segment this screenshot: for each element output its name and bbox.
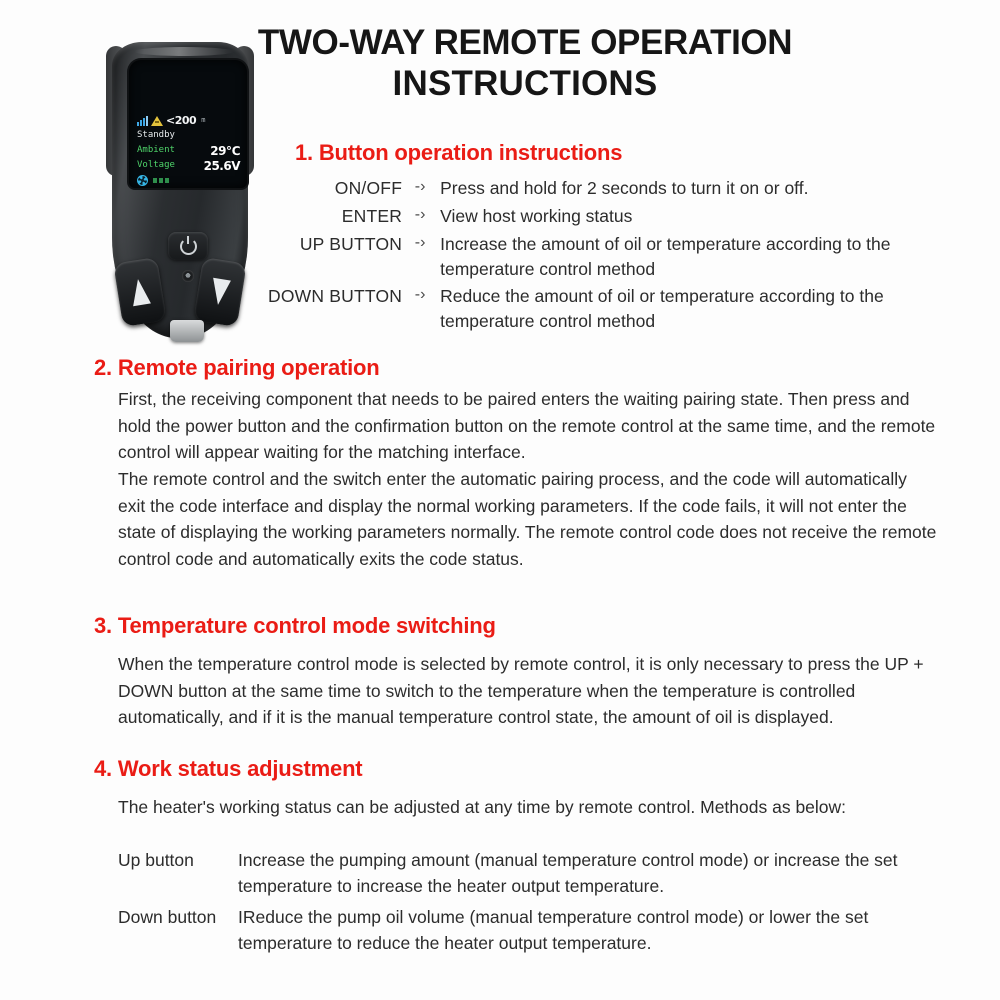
button-label-up: UP BUTTON	[299, 233, 403, 254]
lcd-voltage-label: Voltage	[137, 160, 175, 170]
lcd-ambient-value: 29℃	[210, 143, 240, 158]
section-1-heading: 1. Button operation instructions	[295, 140, 623, 165]
arrow-glyph-icon: ‑›	[414, 178, 426, 195]
lcd-distance-unit: m	[201, 116, 206, 124]
power-icon	[180, 238, 197, 255]
list-item	[118, 904, 948, 957]
section-4-methods-list	[118, 847, 948, 960]
button-label-enter: ENTER	[341, 205, 403, 226]
arrow-glyph-icon: ‑›	[414, 286, 426, 304]
device-lcd-screen	[129, 60, 247, 188]
device-up-arrow-button[interactable]	[113, 257, 166, 327]
button-desc-up: Increase the amount of oil or temperature according to the temperature control method	[440, 233, 891, 279]
section-4-heading: 4. Work status adjustment	[94, 756, 363, 781]
button-label-down: DOWN BUTTON	[268, 286, 403, 307]
remote-control-device-image	[104, 42, 256, 342]
table-row	[268, 284, 936, 337]
button-desc-enter: View host working status	[440, 205, 633, 226]
table-row	[268, 232, 936, 285]
section-2-paragraph-2: The remote control and the switch enter the automatic pairing process, and the code will automatically exit the code interface and display the normal working parameters. If the code fails, it will not enter the state of displaying the working parameters normally. The remote control code does not receive the remote control code and automatically exits the code status.	[118, 469, 937, 569]
signal-bars-icon	[137, 116, 148, 126]
lcd-voltage-row	[137, 158, 243, 173]
table-row	[268, 204, 936, 232]
section-4-paragraph-1: The heater's working status can be adjusted at any time by remote control. Methods as below:	[118, 797, 847, 817]
warning-triangle-icon	[151, 116, 163, 126]
lcd-fan-row	[137, 173, 243, 188]
section-3-paragraph-1: When the temperature control mode is selected by remote control, it is only necessary to press the UP + DOWN button at the same time to switch to the temperature when the temperature is controlled automatically, and if it is the manual temperature control state, the amount of oil is displayed.	[118, 654, 924, 728]
method-text-up-button: Increase the pumping amount (manual temperature control mode) or increase the set temperature to increase the heater output temperature.	[238, 850, 898, 897]
fan-icon	[137, 175, 148, 186]
device-bottom-connector	[170, 320, 204, 342]
fan-level-dots	[153, 178, 169, 183]
section-1-button-table	[268, 176, 936, 337]
section-2-paragraph-1: First, the receiving component that needs to be paired enters the waiting pairing state. Then press and hold the power button and the confirmation button on the remote control at the same time, and the remote control will appear waiting for the matching interface.	[118, 389, 936, 463]
device-down-arrow-button[interactable]	[193, 257, 246, 327]
lcd-distance-value: <200	[166, 114, 197, 127]
page-title	[225, 22, 825, 105]
button-desc-onoff: Press and hold for 2 seconds to turn it on or off.	[440, 178, 809, 198]
table-row	[268, 176, 936, 204]
lcd-status-bar	[137, 113, 243, 128]
up-arrow-icon	[129, 278, 151, 306]
lcd-status-text: Standby	[137, 130, 175, 140]
lcd-ambient-label: Ambient	[137, 145, 175, 155]
lcd-status-row	[137, 128, 243, 143]
arrow-glyph-icon: ‑›	[414, 233, 426, 251]
device-power-button[interactable]	[168, 232, 208, 260]
section-3-heading: 3. Temperature control mode switching	[94, 613, 496, 638]
lcd-voltage-value: 25.6V	[203, 158, 240, 173]
method-label-up-button: Up button	[118, 850, 194, 870]
method-text-down-button: IReduce the pump oil volume (manual temperature control mode) or lower the set temperature to reduce the heater output temperature.	[238, 906, 869, 953]
title-line-1: TWO-WAY REMOTE OPERATION	[257, 23, 793, 62]
lcd-ambient-row	[137, 143, 243, 158]
button-label-onoff: ON/OFF	[334, 178, 403, 198]
device-body	[112, 42, 248, 338]
method-label-down-button: Down button	[118, 906, 217, 927]
list-item	[118, 847, 948, 900]
device-top-highlight	[134, 47, 234, 56]
button-desc-down: Reduce the amount of oil or temperature according to the temperature control method	[440, 286, 884, 332]
arrow-glyph-icon: ‑›	[414, 205, 426, 223]
down-arrow-icon	[209, 278, 231, 306]
section-2-heading: 2. Remote pairing operation	[94, 355, 380, 380]
led-indicator	[182, 270, 194, 282]
title-line-2: INSTRUCTIONS	[392, 64, 658, 104]
